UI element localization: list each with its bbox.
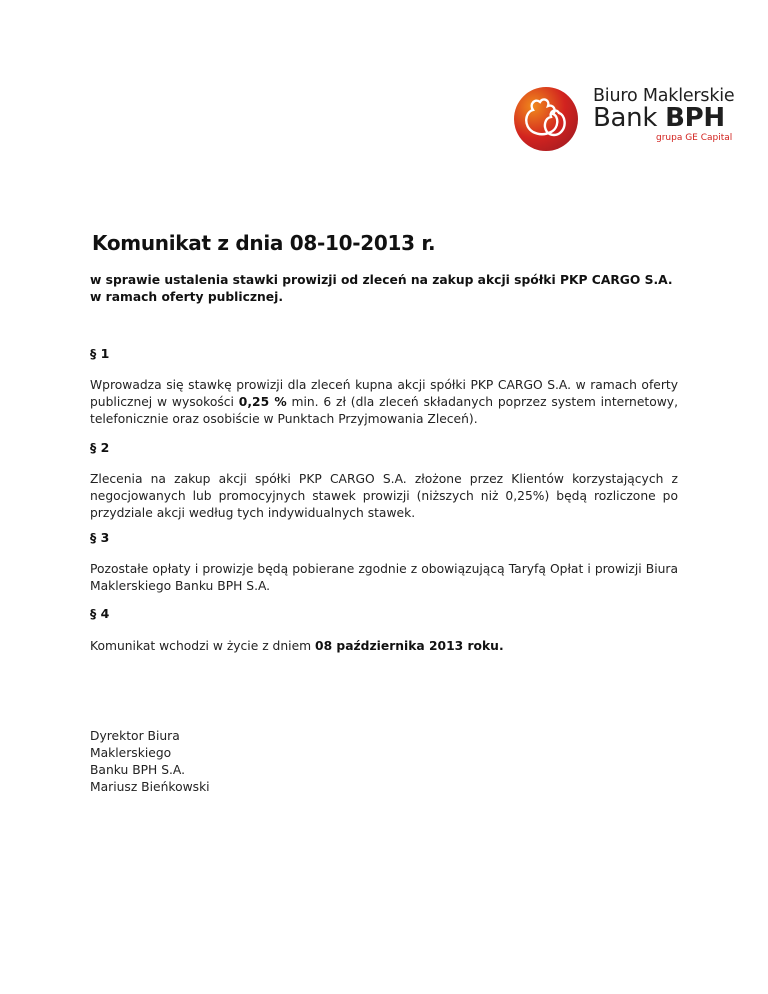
logo-bank-word: Bank <box>593 103 666 133</box>
section-1-heading: § 1 <box>90 346 110 361</box>
subject-line: w sprawie ustalenia stawki prowizji od zleceń na zakup akcji spółki PKP CARGO S.A. w ramach oferty publicznej. <box>90 273 673 304</box>
section-4-text-before: Komunikat wchodzi w życie z dniem <box>90 639 316 653</box>
effective-date: 08 października 2013 roku. <box>315 639 504 653</box>
bank-logo <box>513 86 743 156</box>
logo-bank-name <box>593 103 725 133</box>
bph-logo-icon <box>513 86 579 152</box>
section-4-text <box>90 638 678 655</box>
signature-block <box>90 728 210 796</box>
section-1-text <box>90 377 678 428</box>
signature-line-2: Maklerskiego <box>90 746 172 760</box>
section-3-text: Pozostałe opłaty i prowizje będą pobierane zgodnie z obowiązującą Taryfą Opłat i prowizji Biura Maklerskiego Banku BPH S.A. <box>90 562 678 593</box>
page-title: Komunikat z dnia 08-10-2013 r. <box>92 231 436 255</box>
section-3-heading: § 3 <box>90 530 110 545</box>
section-1-text-after: min. 6 zł (dla zleceń składanych poprzez system internetowy, telefonicznie oraz osobiście w Punktach Przyjmowania Zleceń). <box>90 395 678 426</box>
logo-title: Biuro Maklerskie <box>593 86 735 106</box>
section-2-text: Zlecenia na zakup akcji spółki PKP CARGO S.A. złożone przez Klientów korzystających z negocjowanych lub promocyjnych stawek prowizji (niższych niż 0,25%) będą rozliczone po przydziale akcji według tych indywidualnych stawek. <box>90 472 678 520</box>
signature-line-1: Dyrektor Biura <box>90 729 180 743</box>
signature-line-3: Banku BPH S.A. <box>90 763 186 777</box>
section-1-text-before: Wprowadza się stawkę prowizji dla zleceń kupna akcji spółki PKP CARGO S.A. w ramach oferty publicznej w wysokości <box>90 378 678 409</box>
commission-rate: 0,25 % <box>238 395 287 409</box>
logo-bph-word: BPH <box>665 103 725 133</box>
section-4-heading: § 4 <box>90 606 110 621</box>
signature-name: Mariusz Bieńkowski <box>90 780 210 794</box>
logo-group-label: grupa GE Capital <box>656 133 733 143</box>
section-2-heading: § 2 <box>90 440 110 455</box>
